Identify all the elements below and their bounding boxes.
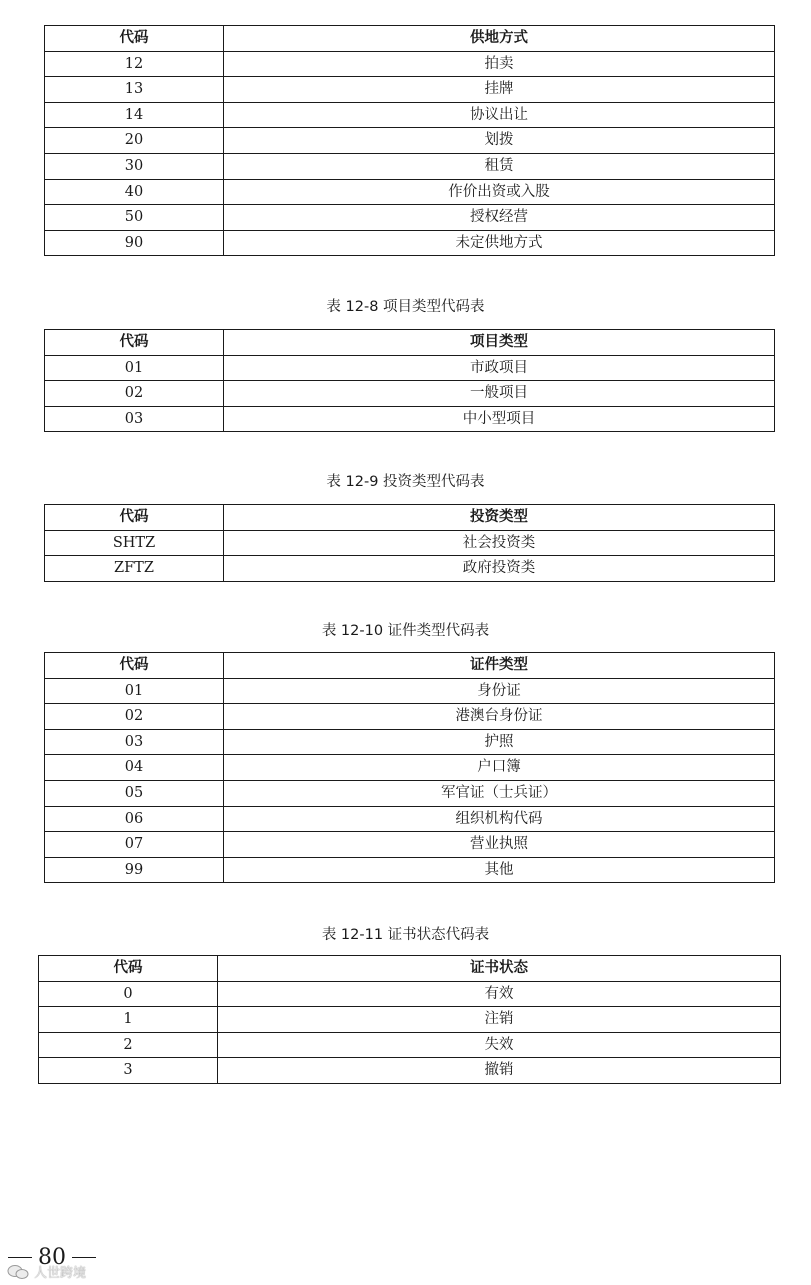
certificate-status-table — [38, 955, 781, 1084]
code-cell: 90 — [45, 230, 224, 256]
code-cell: 01 — [45, 355, 224, 381]
table-caption-id-type: 表 12-10 证件类型代码表 — [321, 623, 490, 639]
table-row — [45, 51, 775, 77]
value-cell: 市政项目 — [224, 355, 775, 381]
page-number-dash-left — [8, 1257, 32, 1259]
column-header-code: 代码 — [45, 330, 224, 356]
table-header-row — [39, 956, 781, 982]
value-cell: 军官证（士兵证） — [224, 780, 775, 806]
watermark — [6, 1262, 86, 1281]
table-row — [45, 780, 775, 806]
value-cell: 组织机构代码 — [224, 806, 775, 832]
table-row — [39, 1058, 781, 1084]
table-caption-investment-type: 表 12-9 投资类型代码表 — [326, 474, 485, 490]
value-cell: 中小型项目 — [224, 406, 775, 432]
column-header-name: 证书状态 — [218, 956, 781, 982]
value-cell: 其他 — [224, 857, 775, 883]
value-cell: 未定供地方式 — [224, 230, 775, 256]
code-cell: 14 — [45, 102, 224, 128]
column-header-code: 代码 — [39, 956, 218, 982]
value-cell: 政府投资类 — [224, 556, 775, 582]
column-header-name: 项目类型 — [224, 330, 775, 356]
table-header-row — [45, 26, 775, 52]
table-row — [45, 678, 775, 704]
code-cell: SHTZ — [45, 530, 224, 556]
table-row — [45, 755, 775, 781]
value-cell: 户口簿 — [224, 755, 775, 781]
code-cell: 99 — [45, 857, 224, 883]
value-cell: 有效 — [218, 981, 781, 1007]
page-number-value: 80 — [38, 1245, 66, 1270]
table-row — [45, 832, 775, 858]
column-header-name: 供地方式 — [224, 26, 775, 52]
code-cell: 06 — [45, 806, 224, 832]
table-row — [45, 102, 775, 128]
column-header-code: 代码 — [45, 26, 224, 52]
code-cell: 12 — [45, 51, 224, 77]
code-cell: 02 — [45, 381, 224, 407]
table-row — [45, 857, 775, 883]
value-cell: 失效 — [218, 1032, 781, 1058]
column-header-code: 代码 — [45, 653, 224, 679]
value-cell: 拍卖 — [224, 51, 775, 77]
table-row — [39, 981, 781, 1007]
investment-type-table — [44, 504, 775, 582]
code-cell: 01 — [45, 678, 224, 704]
project-type-table — [44, 329, 775, 432]
wechat-logo-icon — [6, 1264, 30, 1280]
value-cell: 作价出资或入股 — [224, 179, 775, 205]
code-cell: 05 — [45, 780, 224, 806]
code-cell: 03 — [45, 729, 224, 755]
table-row — [45, 530, 775, 556]
table-row — [45, 128, 775, 154]
value-cell: 港澳台身份证 — [224, 704, 775, 730]
value-cell: 划拨 — [224, 128, 775, 154]
code-cell: 2 — [39, 1032, 218, 1058]
value-cell: 撤销 — [218, 1058, 781, 1084]
table-row — [39, 1032, 781, 1058]
watermark-text: 人世跨境 — [34, 1266, 87, 1281]
table-row — [45, 704, 775, 730]
table-caption-certificate-status: 表 12-11 证书状态代码表 — [321, 927, 490, 943]
table-row — [45, 556, 775, 582]
code-cell: ZFTZ — [45, 556, 224, 582]
table-row — [45, 729, 775, 755]
column-header-code: 代码 — [45, 505, 224, 531]
id-document-type-table — [44, 652, 775, 883]
code-cell: 0 — [39, 981, 218, 1007]
table-header-row — [45, 653, 775, 679]
code-cell: 3 — [39, 1058, 218, 1084]
code-cell: 04 — [45, 755, 224, 781]
table-row — [45, 153, 775, 179]
table-row — [45, 230, 775, 256]
land-supply-method-table — [44, 25, 775, 256]
code-cell: 40 — [45, 179, 224, 205]
value-cell: 一般项目 — [224, 381, 775, 407]
code-cell: 03 — [45, 406, 224, 432]
value-cell: 护照 — [224, 729, 775, 755]
table-header-row — [45, 505, 775, 531]
table-row — [45, 355, 775, 381]
value-cell: 挂牌 — [224, 77, 775, 103]
table-caption-project-type: 表 12-8 项目类型代码表 — [326, 299, 485, 315]
column-header-name: 证件类型 — [224, 653, 775, 679]
value-cell: 租赁 — [224, 153, 775, 179]
code-cell: 30 — [45, 153, 224, 179]
table-row — [45, 381, 775, 407]
code-cell: 20 — [45, 128, 224, 154]
code-cell: 02 — [45, 704, 224, 730]
value-cell: 协议出让 — [224, 102, 775, 128]
code-cell: 07 — [45, 832, 224, 858]
table-row — [45, 806, 775, 832]
column-header-name: 投资类型 — [224, 505, 775, 531]
code-cell: 1 — [39, 1007, 218, 1033]
table-row — [39, 1007, 781, 1033]
table-row — [45, 406, 775, 432]
value-cell: 身份证 — [224, 678, 775, 704]
code-cell: 50 — [45, 205, 224, 231]
value-cell: 营业执照 — [224, 832, 775, 858]
table-row — [45, 205, 775, 231]
value-cell: 注销 — [218, 1007, 781, 1033]
page-number-dash-right — [72, 1257, 96, 1259]
value-cell: 社会投资类 — [224, 530, 775, 556]
value-cell: 授权经营 — [224, 205, 775, 231]
table-header-row — [45, 330, 775, 356]
table-row — [45, 179, 775, 205]
code-cell: 13 — [45, 77, 224, 103]
table-row — [45, 77, 775, 103]
